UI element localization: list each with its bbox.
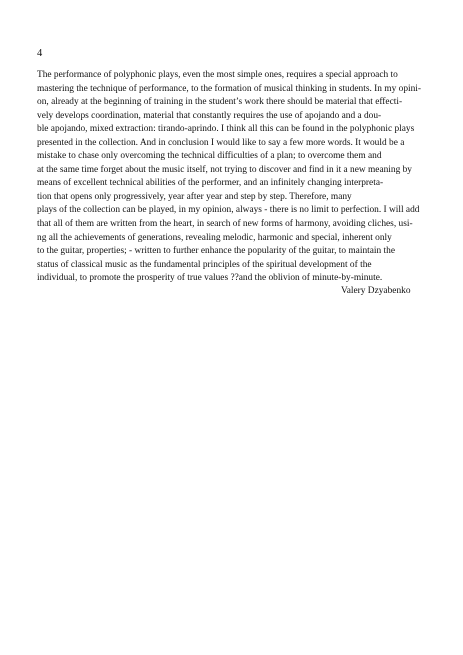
paragraph-line: means of excellent technical abilities of the performer, and an infinitely changing interpreta- (37, 178, 384, 189)
paragraph-line: mistake to chase only overcoming the technical difficulties of a plan; to overcome them and (37, 151, 382, 162)
paragraph-line: The performance of polyphonic plays, even the most simple ones, requires a special approach to (37, 70, 398, 80)
paragraph-line: ble apojando, mixed extraction: tirando-aprindo. I think all this can be found in the polyphonic plays (37, 124, 415, 135)
page-number: 4 (37, 48, 43, 59)
paragraph-line: status of classical music as the fundamental principles of the spiritual development of the (37, 259, 372, 270)
paragraph-line: plays of the collection can be played, in my opinion, always - there is no limit to perfection. I will add (37, 205, 420, 216)
paragraph-line: individual, to promote the prosperity of true values ??and the oblivion of minute-by-minute. (37, 273, 383, 284)
paragraph-line: ng all the achievements of generations, revealing melodic, harmonic and special, inherent only (37, 232, 392, 243)
paragraph-line: tion that opens only progressively, year after year and step by step. Therefore, many (37, 191, 352, 202)
paragraph-line: vely develops coordination, material that constantly requires the use of apojando and a dou- (37, 110, 382, 121)
preface-paragraph (37, 69, 431, 286)
paragraph-line: mastering the technique of performance, to the formation of musical thinking in students. In my opini- (37, 83, 422, 94)
paragraph-line: that all of them are written from the heart, in search of new forms of harmony, avoiding cliches, usi- (37, 219, 413, 230)
paragraph-line: presented in the collection. And in conclusion I would like to say a few more words. It would be a (37, 137, 405, 148)
paragraph-line: at the same time forget about the music itself, not trying to discover and find in it a new meaning by (37, 164, 412, 175)
author-signature: Valery Dzyabenko (341, 286, 411, 296)
paragraph-line: on, already at the beginning of training in the student’s work there should be material that effecti- (37, 97, 403, 108)
paragraph-line: to the guitar, properties; - written to further enhance the popularity of the guitar, to maintain the (37, 246, 395, 257)
